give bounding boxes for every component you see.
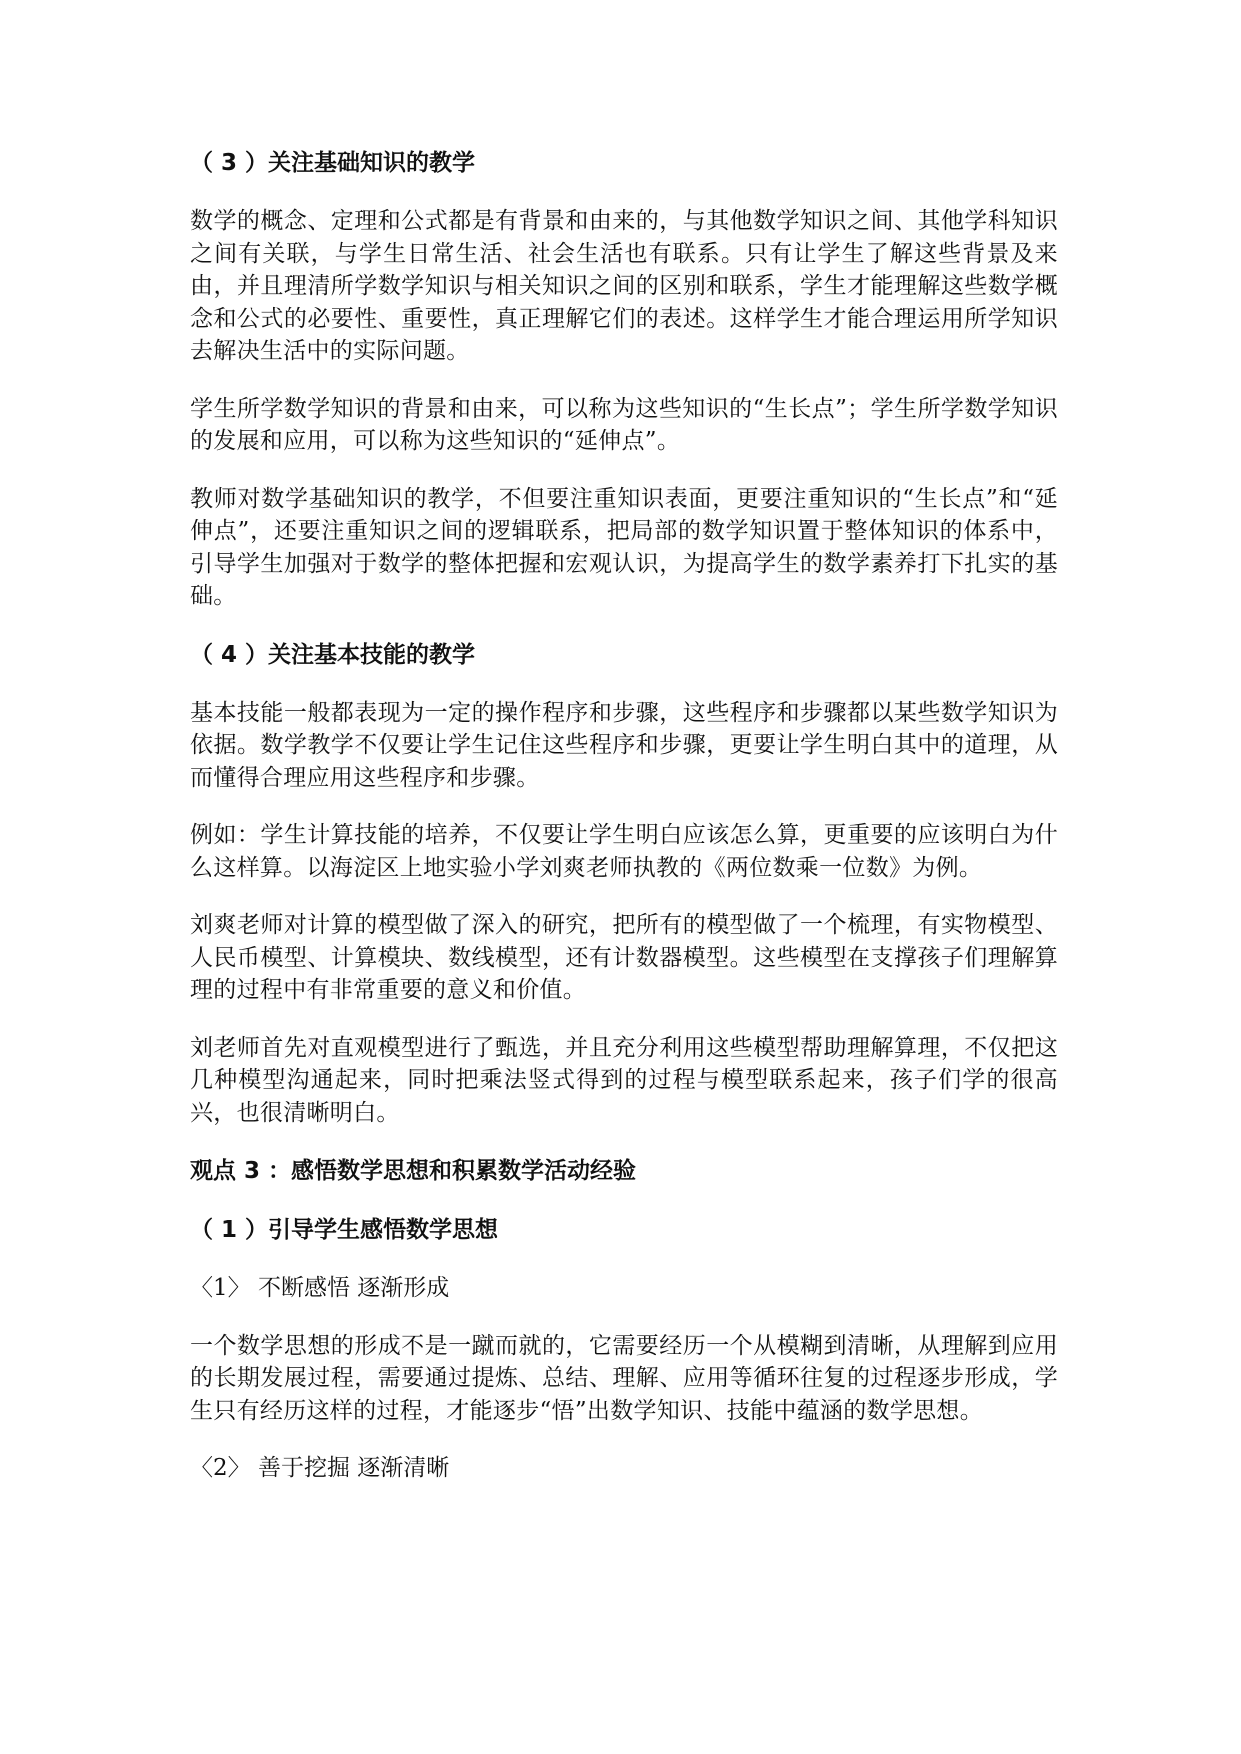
document-page — [190, 146, 1058, 1510]
section-heading-1: （ 1 ）引导学生感悟数学思想 — [190, 1217, 499, 1243]
paragraph: 刘爽老师对计算的模型做了深入的研究，把所有的模型做了一个梳理，有实物模型、人民币模型、计算模块、数线模型，还有计数器模型。这些模型在支撑孩子们理解算理的过程中有非常重要的意义和价值。 — [190, 912, 1058, 1003]
section-heading-3: （ 3 ）关注基础知识的教学 — [190, 150, 476, 176]
subheading-1: 〈1〉 不断感悟 逐渐形成 — [190, 1275, 450, 1301]
paragraph: 教师对数学基础知识的教学，不但要注重知识表面，更要注重知识的“生长点”和“延伸点”，还要注重知识之间的逻辑联系，把局部的数学知识置于整体知识的体系中，引导学生加强对于数学的整体把握和宏观认识，为提高学生的数学素养打下扎实的基础。 — [190, 485, 1058, 609]
section-heading-4: （ 4 ）关注基本技能的教学 — [190, 641, 476, 668]
paragraph: 一个数学思想的形成不是一蹴而就的，它需要经历一个从模糊到清晰，从理解到应用的长期发展过程，需要通过提炼、总结、理解、应用等循环往复的过程逐步形成，学生只有经历这样的过程，才能逐步“悟”出数学知识、技能中蕴涵的数学思想。 — [190, 1332, 1058, 1424]
paragraph: 刘老师首先对直观模型进行了甄选，并且充分利用这些模型帮助理解算理，不仅把这几种模型沟通起来，同时把乘法竖式得到的过程与模型联系起来，孩子们学的很高兴，也很清晰明白。 — [190, 1034, 1058, 1126]
viewpoint-heading-3: 观点 3 ：感悟数学思想和积累数学活动经验 — [190, 1158, 637, 1184]
paragraph: 基本技能一般都表现为一定的操作程序和步骤，这些程序和步骤都以某些数学知识为依据。数学教学不仅要让学生记住这些程序和步骤，更要让学生明白其中的道理，从而懂得合理应用这些程序和步骤。 — [190, 699, 1058, 791]
subheading-2: 〈2〉 善于挖掘 逐渐清晰 — [190, 1455, 450, 1481]
paragraph: 学生所学数学知识的背景和由来，可以称为这些知识的“生长点”；学生所学数学知识的发展和应用，可以称为这些知识的“延伸点”。 — [190, 395, 1058, 454]
paragraph: 数学的概念、定理和公式都是有背景和由来的，与其他数学知识之间、其他学科知识之间有关联，与学生日常生活、社会生活也有联系。只有让学生了解这些背景及来由，并且理清所学数学知识与相关知识之间的区别和联系，学生才能理解这些数学概念和公式的必要性、重要性，真正理解它们的表述。这样学生才能合理运用所学知识去解决生活中的实际问题。 — [190, 208, 1058, 364]
paragraph: 例如：学生计算技能的培养，不仅要让学生明白应该怎么算，更重要的应该明白为什么这样算。以海淀区上地实验小学刘爽老师执教的《两位数乘一位数》为例。 — [190, 822, 1058, 881]
